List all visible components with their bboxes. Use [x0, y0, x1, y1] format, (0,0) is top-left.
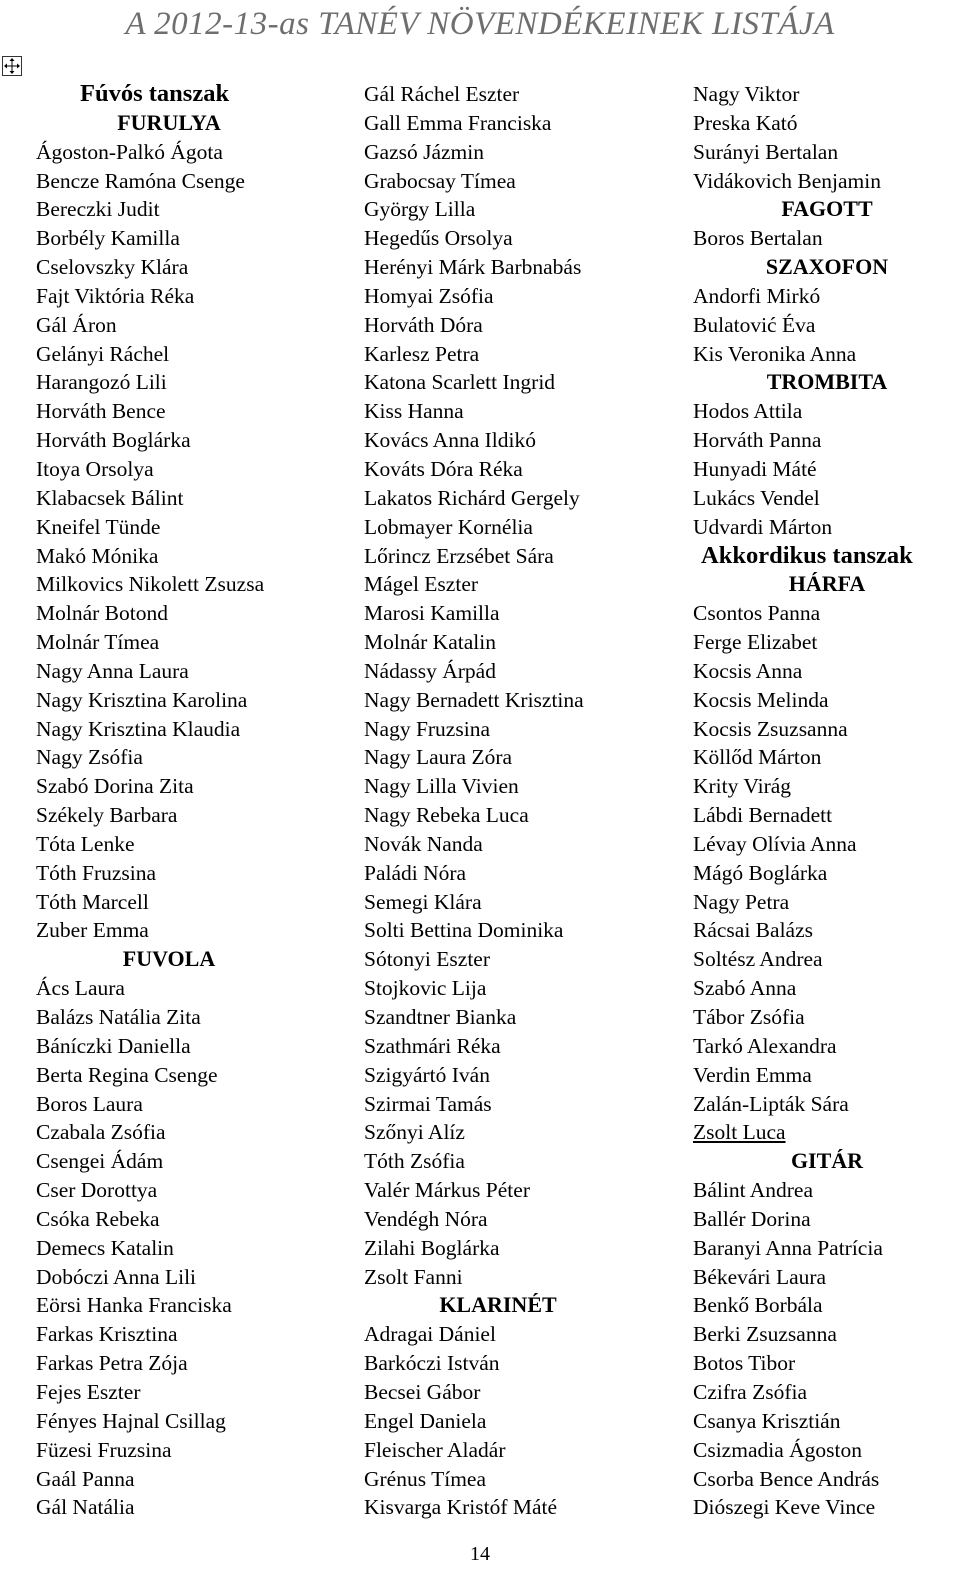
student-name: Harangozó Lili: [36, 370, 167, 395]
student-name: Kováts Dóra Réka: [364, 456, 523, 481]
student-name: Boros Laura: [36, 1091, 143, 1116]
student-name: Dobóczi Anna Lili: [36, 1264, 197, 1289]
student-name: Bencze Ramóna Csenge: [36, 168, 245, 193]
student-name: Fényes Hajnal Csillag: [36, 1408, 226, 1433]
instrument-heading: FAGOTT: [781, 196, 873, 222]
student-name: Bulatović Éva: [693, 312, 816, 337]
student-name: Nagy Lilla Vivien: [364, 774, 519, 799]
student-name: Szathmári Réka: [364, 1033, 501, 1058]
student-name: Kisvarga Kristóf Máté: [364, 1495, 558, 1520]
student-name: Csengei Ádám: [36, 1149, 164, 1174]
student-name: Füzesi Fruzsina: [36, 1437, 172, 1462]
student-name: Szabó Anna: [693, 976, 797, 1001]
student-name: Kocsis Zsuzsanna: [693, 716, 848, 741]
student-name: Katona Scarlett Ingrid: [364, 370, 556, 395]
student-name: Sótonyi Eszter: [364, 947, 490, 972]
student-name: Itoya Orsolya: [36, 456, 154, 481]
student-name: Ács Laura: [36, 976, 125, 1001]
student-name: Homyai Zsófia: [364, 283, 494, 308]
student-name: Csorba Bence András: [693, 1466, 880, 1491]
student-name: Ballér Dorina: [693, 1206, 811, 1231]
student-name: Békevári Laura: [693, 1264, 827, 1289]
student-name: Balázs Natália Zita: [36, 1005, 201, 1029]
student-name: Báníczki Daniella: [36, 1033, 191, 1058]
student-name: Horváth Bence: [36, 399, 166, 424]
department-heading: Akkordikus tanszak: [701, 541, 913, 569]
instrument-heading: HÁRFA: [788, 571, 866, 597]
student-name: Nagy Krisztina Karolina: [36, 687, 248, 712]
student-name: Rácsai Balázs: [693, 918, 813, 943]
student-name: Lakatos Richárd Gergely: [364, 485, 580, 510]
student-name: Preska Kató: [693, 110, 798, 135]
column-1: [36, 80, 336, 1522]
student-name: Vendégh Nóra: [364, 1206, 488, 1231]
student-name: Grabocsay Tímea: [364, 168, 516, 193]
student-name: György Lilla: [364, 197, 476, 222]
student-name: Diószegi Keve Vince: [693, 1495, 876, 1520]
student-name: Milkovics Nikolett Zsuzsa: [36, 572, 265, 597]
instrument-heading: TROMBITA: [766, 369, 888, 395]
student-name: Vidákovich Benjamin: [693, 168, 881, 193]
student-name: Kovács Anna Ildikó: [364, 428, 536, 453]
student-name: Gaál Panna: [36, 1466, 135, 1491]
column-3: [693, 80, 960, 1522]
student-name: Tóta Lenke: [36, 831, 135, 856]
student-name: Kneifel Tünde: [36, 514, 161, 539]
student-name: Hegedűs Orsolya: [364, 226, 513, 251]
student-name: Gazsó Jázmin: [364, 139, 485, 164]
student-name: Farkas Krisztina: [36, 1322, 178, 1347]
department-heading: Fúvós tanszak: [80, 80, 230, 107]
student-name: Kocsis Melinda: [693, 687, 829, 712]
student-name: Ágoston-Palkó Ágota: [36, 139, 223, 164]
student-name: Gall Emma Franciska: [364, 110, 552, 135]
student-name: Fejes Eszter: [36, 1379, 141, 1404]
student-name: Baranyi Anna Patrícia: [693, 1235, 883, 1260]
student-name: Nagy Laura Zóra: [364, 745, 513, 770]
student-name: Nagy Krisztina Klaudia: [36, 716, 241, 741]
student-name: Horváth Panna: [693, 428, 822, 453]
student-name: Adragai Dániel: [364, 1322, 496, 1347]
student-name: Köllőd Márton: [693, 745, 822, 770]
student-name: Nagy Zsófia: [36, 745, 143, 770]
student-name: Zuber Emma: [36, 918, 149, 943]
student-name: Csanya Krisztián: [693, 1408, 841, 1433]
instrument-heading: SZAXOFON: [765, 254, 889, 280]
student-name: Nagy Fruzsina: [364, 716, 490, 741]
student-name: Berta Regina Csenge: [36, 1062, 218, 1087]
student-name: Nagy Viktor: [693, 82, 800, 106]
student-name: Mágó Boglárka: [693, 860, 828, 885]
student-name: Surányi Bertalan: [693, 139, 839, 164]
student-name: Szirmai Tamás: [364, 1091, 492, 1116]
student-name: Tóth Fruzsina: [36, 860, 157, 885]
student-name: Krity Virág: [693, 774, 792, 799]
student-name: Csizmadia Ágoston: [693, 1437, 862, 1462]
student-name: Valér Márkus Péter: [364, 1178, 530, 1203]
student-name: Gál Ráchel Eszter: [364, 82, 520, 106]
student-name: Czifra Zsófia: [693, 1379, 808, 1404]
student-name: Novák Nanda: [364, 831, 483, 856]
student-name: Nádassy Árpád: [364, 658, 496, 683]
student-name: Tábor Zsófia: [693, 1005, 805, 1029]
student-name: Székely Barbara: [36, 803, 178, 828]
student-name: Marosi Kamilla: [364, 601, 500, 626]
student-name: Zalán-Lipták Sára: [693, 1091, 849, 1116]
student-name: Gál Áron: [36, 312, 117, 337]
student-name: Csontos Panna: [693, 601, 821, 626]
student-name: Zsolt Fanni: [364, 1264, 463, 1289]
student-name: Nagy Rebeka Luca: [364, 803, 529, 828]
student-name: Szőnyi Alíz: [364, 1120, 465, 1145]
student-name: Stojkovic Lija: [364, 976, 487, 1001]
page-number: 14: [470, 1543, 490, 1565]
student-name: Tarkó Alexandra: [693, 1033, 837, 1058]
student-name: Fajt Viktória Réka: [36, 283, 195, 308]
student-name: Czabala Zsófia: [36, 1120, 166, 1145]
instrument-heading: FUVOLA: [122, 946, 216, 972]
student-name: Zilahi Boglárka: [364, 1235, 500, 1260]
student-name: Grénus Tímea: [364, 1466, 486, 1491]
instrument-heading: FURULYA: [117, 109, 221, 135]
student-name: Nagy Petra: [693, 889, 790, 914]
student-name: Cselovszky Klára: [36, 255, 189, 280]
student-name: Botos Tibor: [693, 1351, 796, 1376]
student-name: Kiss Hanna: [364, 399, 464, 424]
student-name: Lobmayer Kornélia: [364, 514, 533, 539]
student-name: Fleischer Aladár: [364, 1437, 506, 1462]
student-name: Makó Mónika: [36, 543, 159, 568]
student-name: Borbély Kamilla: [36, 226, 180, 251]
student-name: Gelányi Ráchel: [36, 341, 170, 366]
student-name: Molnár Tímea: [36, 630, 160, 655]
student-name: Zsolt Luca: [693, 1120, 786, 1145]
student-name: Molnár Katalin: [364, 630, 496, 655]
student-name: Boros Bertalan: [693, 226, 823, 251]
student-name: Bereczki Judit: [36, 197, 160, 222]
student-name: Bálint Andrea: [693, 1178, 814, 1203]
student-name: Hunyadi Máté: [693, 456, 817, 481]
student-name: Szabó Dorina Zita: [36, 774, 194, 799]
student-name: Nagy Anna Laura: [36, 658, 189, 683]
student-name: Ferge Elizabet: [693, 630, 818, 655]
instrument-heading: KLARINÉT: [439, 1292, 557, 1318]
student-name: Horváth Dóra: [364, 312, 483, 337]
student-name: Paládi Nóra: [364, 860, 467, 885]
student-name: Karlesz Petra: [364, 341, 480, 366]
student-name: Soltész Andrea: [693, 947, 823, 972]
student-name: Farkas Petra Zója: [36, 1351, 188, 1376]
student-name: Kocsis Anna: [693, 658, 803, 683]
page-title: A 2012-13-as TANÉV NÖVENDÉKEINEK LISTÁJA: [125, 6, 835, 42]
student-name: Kis Veronika Anna: [693, 341, 857, 366]
student-name: Benkő Borbála: [693, 1293, 823, 1318]
student-name: Solti Bettina Dominika: [364, 918, 564, 943]
student-name: Udvardi Márton: [693, 514, 833, 539]
student-name: Horváth Boglárka: [36, 428, 191, 453]
student-name: Gál Natália: [36, 1495, 135, 1520]
student-name: Semegi Klára: [364, 889, 482, 914]
student-name: Csóka Rebeka: [36, 1206, 160, 1231]
student-name: Eörsi Hanka Franciska: [36, 1293, 232, 1318]
student-name: Molnár Botond: [36, 601, 168, 626]
instrument-heading: GITÁR: [790, 1148, 864, 1174]
student-name: Lábdi Bernadett: [693, 803, 833, 828]
student-name: Tóth Zsófia: [364, 1149, 465, 1174]
student-name: Herényi Márk Barbnabás: [364, 255, 582, 280]
student-name: Hodos Attila: [693, 399, 803, 424]
student-name: Tóth Marcell: [36, 889, 149, 914]
table-move-handle-icon[interactable]: [2, 56, 22, 76]
student-name: Lukács Vendel: [693, 485, 820, 510]
student-name: Nagy Bernadett Krisztina: [364, 687, 584, 712]
student-name: Becsei Gábor: [364, 1379, 481, 1404]
student-name: Engel Daniela: [364, 1408, 487, 1433]
column-2: [364, 80, 664, 1522]
student-name: Lőrincz Erzsébet Sára: [364, 543, 554, 568]
student-name: Andorfi Mirkó: [693, 283, 821, 308]
student-name: Lévay Olívia Anna: [693, 831, 857, 856]
student-name: Verdin Emma: [693, 1062, 812, 1087]
student-name: Szandtner Bianka: [364, 1005, 517, 1029]
student-name: Berki Zsuzsanna: [693, 1322, 837, 1347]
student-name: Demecs Katalin: [36, 1235, 174, 1260]
student-name: Szigyártó Iván: [364, 1062, 490, 1087]
student-name: Cser Dorottya: [36, 1178, 158, 1203]
student-name: Klabacsek Bálint: [36, 485, 184, 510]
student-name: Barkóczi István: [364, 1351, 500, 1376]
student-name: Mágel Eszter: [364, 572, 479, 597]
